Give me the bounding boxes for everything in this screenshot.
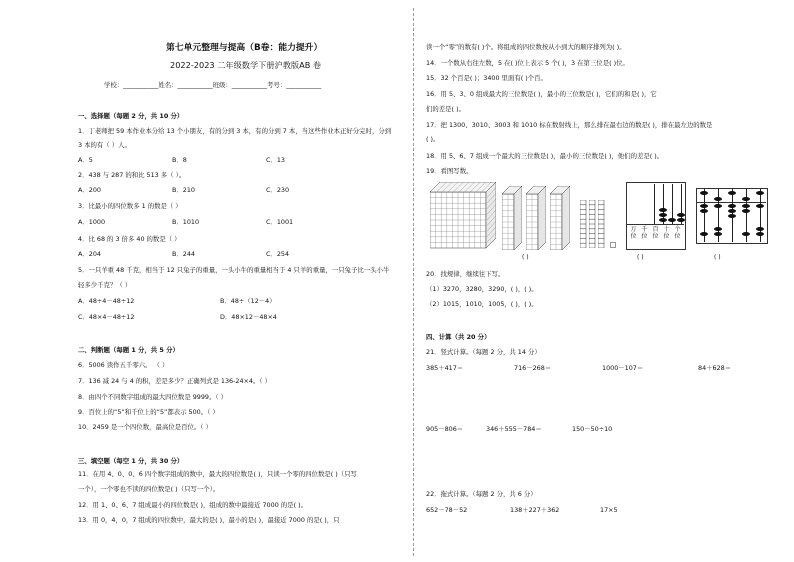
calc-item: 346＋555－784＝ xyxy=(486,425,542,433)
question-17-line-2: ( )。 xyxy=(426,135,440,143)
calc-item: 1000－107＝ xyxy=(602,364,644,372)
label-wan: 万位 xyxy=(630,226,637,240)
question-20: 20．找规律，继续往下写。 xyxy=(426,270,505,278)
question-9: 9．百位上的“5”和千位上的“5”都表示 500。（ ） xyxy=(78,408,219,416)
section-fill-heading: 三、填空题（每空 1 分，共 30 分） xyxy=(78,457,184,465)
q2-option-b: B．210 xyxy=(172,186,195,194)
q3-option-c: C．1001 xyxy=(266,218,294,226)
question-7: 7．136 减 24 与 4 的积，差是多少？正确列式是 136-24×4。（ ） xyxy=(78,377,271,385)
question-13-line-2: 读一个“零”的数有( )个。将组成的四位数按从小到大的顺序排列为( )。 xyxy=(426,43,626,51)
unit-cube-icon xyxy=(610,242,616,248)
question-10: 10．2459 是一个四位数，最高位是百位。（ ） xyxy=(78,423,212,431)
q4-option-b: B．244 xyxy=(172,250,195,258)
ten-rod-icon xyxy=(598,200,606,248)
ten-rod-icon xyxy=(580,200,588,248)
question-16-line-1: 16．用 5、3、0 组成最大的三位数是( )，最小的三位数是( )，它们的和是( )，它 xyxy=(426,90,657,98)
question-1-line-1: 1．丁老师把 59 本作业本分给 13 个小朋友，有的分到 3 本，有的分到 7 本，当这些作业本正好分完时，分到 xyxy=(78,127,392,135)
q4-option-a: A．204 xyxy=(78,250,101,258)
question-8: 8．由四个不同数字组成的最大四位数是 9999。（ ） xyxy=(78,393,228,401)
place-value-figure xyxy=(430,182,776,260)
calc-item: 150－50÷10 xyxy=(572,425,613,433)
abacus-1 xyxy=(626,182,686,248)
section-calc-heading: 四、计算（共 20 分） xyxy=(426,333,491,341)
label-ge: 个位 xyxy=(674,226,681,240)
question-6: 6．5006 读作五千零六。 （ ） xyxy=(78,361,169,369)
q2-option-a: A．200 xyxy=(78,186,101,194)
hundred-flat-icon xyxy=(526,186,546,250)
calc-item: 84＋628＝ xyxy=(698,364,732,372)
question-2: 2．438 与 287 的和比 513 多（ ）。 xyxy=(78,171,186,179)
q5-option-b: B．48÷（12－4） xyxy=(220,297,276,305)
q1-option-b: B．8 xyxy=(172,156,187,164)
q4-option-c: C．254 xyxy=(266,250,290,258)
question-18: 18．用 5、6、7 组成一个最大的三位数是( )，最小的三位数是( )，他们的差是( )。 xyxy=(426,152,664,160)
question-22: 22．拖式计算。（每题 2 分，共 6 分） xyxy=(426,490,537,498)
q19-blank-1[interactable]: ( ) xyxy=(522,254,529,261)
q3-option-b: B．1010 xyxy=(172,218,200,226)
question-15: 15．32 个百是( )；3400 里面有( )个百。 xyxy=(426,74,547,82)
calc-item: 905－806＝ xyxy=(426,425,464,433)
calc-item: 716－268＝ xyxy=(514,364,552,372)
q3-option-a: A．1000 xyxy=(78,218,106,226)
question-12: 12．用 1、0、6、7 组成最小的四位数是( )，组成的数中最接近 7000 的是( )。 xyxy=(78,501,307,509)
question-14: 14．一个数从右往左数，5 在( )位上表示 5 个( )，3 在第三位是( )位。 xyxy=(426,59,629,67)
question-21: 21．竖式计算。（每题 2 分，共 14 分） xyxy=(426,348,541,356)
right-column xyxy=(426,0,778,562)
calc-item: 652－78－52 xyxy=(426,506,468,514)
q19-blank-3[interactable]: ( ) xyxy=(714,254,721,261)
column-divider xyxy=(413,8,414,556)
question-4: 4．比 68 的 3 倍多 40 的数是（ ） xyxy=(78,235,181,243)
question-19: 19．看图写数。 xyxy=(426,167,473,175)
question-20-2: （2）1015，1010，1005，( )，( )。 xyxy=(426,300,538,308)
calc-item: 385＋417＝ xyxy=(426,364,464,372)
calc-item: 138＋227＋362 xyxy=(510,506,560,514)
q5-option-c: C．48×4－48÷12 xyxy=(78,313,135,321)
question-1-line-2: 3 本的有（ ）人。 xyxy=(78,141,131,149)
q19-blank-2[interactable]: ( ) xyxy=(637,254,644,261)
question-3: 3．比最小的四位数多 1 的数是（ ） xyxy=(78,202,182,210)
question-20-1: （1）3270，3280，3290，( )，( )。 xyxy=(426,285,538,293)
question-11-line-2: 一个），一个零也不读的四位数是( )（只写一个）。 xyxy=(78,485,220,493)
left-column xyxy=(78,0,408,562)
section-choice-heading: 一、选择题（每题 2 分，共 10 分） xyxy=(78,112,184,120)
page-subtitle: 2022-2023 二年级数学下册沪教版AB 卷 xyxy=(170,60,322,70)
question-16-line-2: 们的差是( )。 xyxy=(426,105,465,113)
q1-option-a: A．5 xyxy=(78,156,93,164)
question-5-line-2: 轻多少千克？（ ） xyxy=(78,281,132,289)
hundred-flat-icon xyxy=(502,186,522,250)
student-info-line: 学校：___________姓名：___________班级：___________考号：___________ xyxy=(104,81,322,89)
calc-item: 17×5 xyxy=(600,506,618,514)
question-17-line-1: 17．把 1300、3010、3003 和 1010 标在数射线上，那么排在最右边的数是( )，排在最左边的数是 xyxy=(426,121,713,129)
label-qian: 千位 xyxy=(641,226,648,240)
question-5-line-1: 5．一只羊重 48 千克，相当于 12 只兔子的重量，一头小牛的重量相当于 4 只羊的重量，一只兔子比一头小牛 xyxy=(78,266,390,274)
question-11-line-1: 11．在用 4、0、0、6 四个数字组成的数中，最大的四位数是( )，只读一个零的四位数是( )（只写 xyxy=(78,470,357,478)
q5-option-d: D．48×12－48×4 xyxy=(220,313,277,321)
abacus-2 xyxy=(696,188,768,244)
section-judge-heading: 二、判断题（每题 1 分，共 5 分） xyxy=(78,346,179,354)
label-bai: 百位 xyxy=(652,226,659,240)
thousand-cube-icon xyxy=(430,182,496,250)
page-title: 第七单元整理与提高（B卷：能力提升） xyxy=(166,43,323,53)
hundred-flat-icon xyxy=(550,186,570,250)
q5-option-a: A．48÷4－48÷12 xyxy=(78,297,135,305)
label-shi: 十位 xyxy=(663,226,670,240)
ten-rod-icon xyxy=(589,200,597,248)
q1-option-c: C．13 xyxy=(266,156,285,164)
question-13-line-1: 13．用 0，4，0，7 组成的四位数中，最大的是( )，最小的是( )，最接近 7000 的是( )，只 xyxy=(78,516,340,524)
q2-option-c: C．230 xyxy=(266,186,290,194)
